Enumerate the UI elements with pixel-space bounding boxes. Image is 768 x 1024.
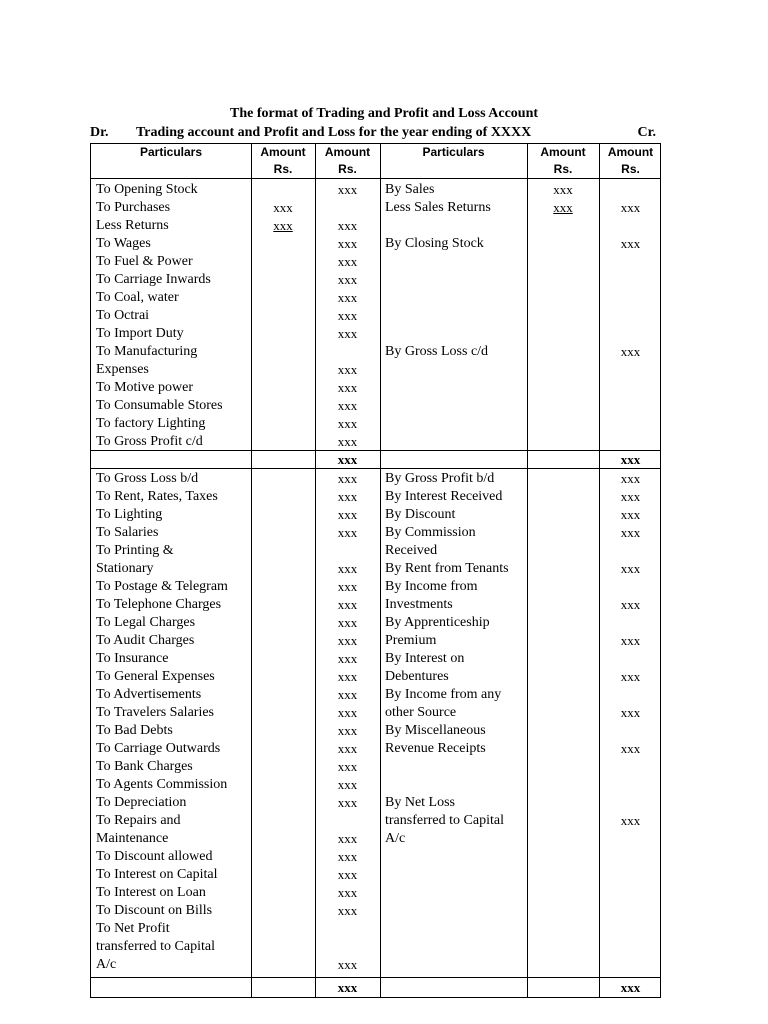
- header-particulars-right: Particulars: [422, 145, 485, 159]
- pl-debit-item: transferred to Capital: [96, 939, 215, 954]
- trading-credit-item: [385, 307, 532, 325]
- trading-credit-inner-amount: [527, 289, 599, 307]
- pl-debit-item: To Depreciation: [96, 795, 187, 810]
- trading-debit-item: To Carriage Inwards: [96, 272, 211, 287]
- trading-credit-amount: xxx: [620, 344, 641, 359]
- pl-credit-item: By Income from: [385, 579, 478, 594]
- pl-debit-amount: xxx: [337, 741, 358, 756]
- pl-credit-amount: [599, 956, 662, 974]
- trading-credit-amount: [599, 325, 662, 343]
- pl-debit-item: A/c: [96, 957, 117, 972]
- pl-credit-item: [385, 866, 532, 884]
- pl-debit-item: To Gross Loss b/d: [96, 471, 199, 486]
- pl-debit-item: To Advertisements: [96, 687, 202, 702]
- trading-credit-item: By Sales: [385, 182, 435, 197]
- document-title: The format of Trading and Profit and Loss Account: [229, 106, 539, 121]
- pl-credit-item: [385, 956, 532, 974]
- trading-credit-amount: [599, 271, 662, 289]
- pl-credit-item: [385, 884, 532, 902]
- trading-debit-amount: xxx: [337, 362, 358, 377]
- trading-debit-amount: [315, 199, 380, 217]
- pl-debit-amount: xxx: [337, 651, 358, 666]
- pl-debit-amount: xxx: [337, 579, 358, 594]
- trading-debit-inner-amounts: [251, 181, 315, 450]
- trading-debit-amount: xxx: [337, 236, 358, 251]
- trading-credit-inner-amount: [527, 253, 599, 271]
- trading-credit-inner-amount: [527, 325, 599, 343]
- pl-debit-amount: xxx: [337, 687, 358, 702]
- pl-credit-amount: xxx: [620, 507, 641, 522]
- trading-debit-item: To Wages: [96, 236, 151, 251]
- trading-debit-amount: xxx: [337, 398, 358, 413]
- pl-debit-amount: xxx: [337, 795, 358, 810]
- pl-debit-amounts: [315, 470, 380, 977]
- pl-credit-amount: [599, 902, 662, 920]
- pl-credit-item: By Rent from Tenants: [385, 561, 509, 576]
- pl-credit-amount: xxx: [620, 813, 641, 828]
- pl-credit-item: A/c: [385, 831, 406, 846]
- debit-marker: Dr.: [90, 125, 109, 140]
- pl-debit-amount: [315, 938, 380, 956]
- trading-debit-inner-amount: [251, 271, 315, 289]
- pl-debit-item: Maintenance: [96, 831, 169, 846]
- trading-credit-amount: [599, 379, 662, 397]
- trading-debit-amount: xxx: [337, 272, 358, 287]
- pl-credit-item: By Interest Received: [385, 489, 503, 504]
- pl-credit-amount: xxx: [620, 561, 641, 576]
- trading-total-row: [90, 451, 661, 469]
- trading-debit-inner-amount: [251, 343, 315, 361]
- trading-debit-item: To Opening Stock: [96, 182, 198, 197]
- pl-debit-item: To Repairs and: [96, 813, 181, 828]
- trading-debit-inner-amount: [251, 415, 315, 433]
- pl-debit-amount: xxx: [337, 471, 358, 486]
- trading-credit-amount: [599, 361, 662, 379]
- pl-credit-item: [385, 776, 532, 794]
- trading-credit-item: [385, 271, 532, 289]
- pl-debit-amount: xxx: [337, 831, 358, 846]
- pl-total-credit: xxx: [620, 980, 641, 995]
- trading-debit-item: Expenses: [96, 362, 149, 377]
- pl-debit-item: To Discount on Bills: [96, 903, 213, 918]
- trading-credit-item: [385, 361, 532, 379]
- pl-debit-amount: xxx: [337, 867, 358, 882]
- pl-debit-amount: xxx: [337, 669, 358, 684]
- trading-debit-item: To Fuel & Power: [96, 254, 193, 269]
- pl-credit-item: By Miscellaneous: [385, 723, 486, 738]
- pl-credit-item: By Interest on: [385, 651, 465, 666]
- header-amount-1: Amount Rs.: [260, 145, 306, 176]
- pl-credit-amount: xxx: [620, 741, 641, 756]
- trading-credit-item: By Gross Loss c/d: [385, 344, 489, 359]
- pl-credit-amount: xxx: [620, 597, 641, 612]
- pl-debit-item: To Legal Charges: [96, 615, 196, 630]
- trading-debit-inner-amount: [251, 379, 315, 397]
- trading-debit-amount: xxx: [337, 218, 358, 233]
- pl-credit-item: Premium: [385, 633, 437, 648]
- header-amount-3: Amount Rs.: [540, 145, 586, 176]
- trading-credit-amount: [599, 217, 662, 235]
- trading-debit-item: To Gross Profit c/d: [96, 434, 203, 449]
- pl-credit-amount: xxx: [620, 489, 641, 504]
- trading-debit-amount: xxx: [337, 308, 358, 323]
- pl-debit-amount: xxx: [337, 561, 358, 576]
- trading-debit-inner-amount: [251, 361, 315, 379]
- trading-debit-item: To Consumable Stores: [96, 398, 223, 413]
- pl-debit-amount: [315, 812, 380, 830]
- account-subtitle: Trading account and Profit and Loss for the year ending of XXXX: [136, 125, 532, 140]
- pl-credit-amount: [599, 938, 662, 956]
- trading-credit-inner-amount: xxx: [553, 182, 573, 197]
- pl-debit-item: Stationary: [96, 561, 154, 576]
- pl-credit-item: transferred to Capital: [385, 813, 504, 828]
- trading-debit-inner-amount: [251, 307, 315, 325]
- trading-debit-inner-amount: xxx: [273, 218, 293, 233]
- trading-credit-inner-amount: [527, 217, 599, 235]
- trading-debit-item: To Motive power: [96, 380, 194, 395]
- pl-credit-amount: [599, 578, 662, 596]
- credit-marker: Cr.: [637, 125, 656, 140]
- trading-credit-amount: [599, 181, 662, 199]
- trading-total-debit: xxx: [337, 452, 358, 467]
- pl-credit-item: Investments: [385, 597, 453, 612]
- trading-debit-inner-amount: [251, 325, 315, 343]
- pl-credit-particulars: [380, 470, 532, 977]
- pl-total-debit: xxx: [337, 980, 358, 995]
- pl-credit-item: [385, 902, 532, 920]
- trading-credit-item: [385, 289, 532, 307]
- pl-debit-amount: xxx: [337, 507, 358, 522]
- pl-credit-amount: [599, 650, 662, 668]
- trading-debit-amount: xxx: [337, 416, 358, 431]
- trading-account-section: [90, 179, 661, 451]
- trading-credit-amount: [599, 415, 662, 433]
- trading-credit-inner-amount: [527, 307, 599, 325]
- trading-debit-inner-amount: xxx: [273, 200, 293, 215]
- trading-debit-inner-amount: [251, 253, 315, 271]
- pl-debit-item: To Agents Commission: [96, 777, 228, 792]
- pl-debit-amount: [315, 542, 380, 560]
- pl-debit-amount: xxx: [337, 885, 358, 900]
- trading-credit-amount: [599, 397, 662, 415]
- trading-credit-inner-amount: [527, 433, 599, 451]
- pl-debit-item: To Insurance: [96, 651, 169, 666]
- trading-credit-item: [385, 325, 532, 343]
- pl-credit-item: By Net Loss: [385, 795, 455, 810]
- trading-credit-inner-amount: [527, 271, 599, 289]
- pl-debit-amount: [315, 920, 380, 938]
- pl-debit-amount: xxx: [337, 849, 358, 864]
- pl-credit-item: [385, 758, 532, 776]
- pl-credit-amount: [599, 758, 662, 776]
- trading-credit-amount: [599, 289, 662, 307]
- trading-credit-amount: [599, 433, 662, 451]
- pl-credit-amount: [599, 830, 662, 848]
- trading-credit-inner-amount: [527, 379, 599, 397]
- pl-credit-item: By Gross Profit b/d: [385, 471, 495, 486]
- pl-credit-item: Revenue Receipts: [385, 741, 486, 756]
- pl-credit-amount: [599, 686, 662, 704]
- trading-credit-item: By Closing Stock: [385, 236, 484, 251]
- trading-credit-inner-amounts: [527, 181, 599, 450]
- trading-debit-amount: xxx: [337, 434, 358, 449]
- pl-debit-item: To Bad Debts: [96, 723, 173, 738]
- trading-debit-inner-amount: [251, 397, 315, 415]
- trading-debit-inner-amount: [251, 289, 315, 307]
- pl-debit-amount: xxx: [337, 525, 358, 540]
- pl-debit-amount: xxx: [337, 723, 358, 738]
- pl-debit-item: To Interest on Capital: [96, 867, 218, 882]
- pl-credit-item: [385, 848, 532, 866]
- pl-debit-amount: xxx: [337, 633, 358, 648]
- trading-credit-item: Less Sales Returns: [385, 200, 491, 215]
- pl-debit-item: To Rent, Rates, Taxes: [96, 489, 218, 504]
- pl-debit-amount: xxx: [337, 957, 358, 972]
- pl-debit-item: To General Expenses: [96, 669, 215, 684]
- trading-debit-amounts: [315, 181, 380, 450]
- trading-debit-particulars: [91, 181, 256, 450]
- pl-debit-amount: xxx: [337, 615, 358, 630]
- trading-credit-amount: xxx: [620, 200, 641, 215]
- trading-credit-item: [385, 433, 532, 451]
- table-header-row: [90, 143, 661, 179]
- trading-credit-item: [385, 217, 532, 235]
- trading-debit-amount: xxx: [337, 326, 358, 341]
- pl-debit-item: To Travelers Salaries: [96, 705, 215, 720]
- pl-debit-amount: xxx: [337, 759, 358, 774]
- pl-credit-amount: xxx: [620, 705, 641, 720]
- profit-loss-section: [90, 469, 661, 978]
- account-table: [90, 143, 661, 998]
- pl-credit-amount: [599, 794, 662, 812]
- pl-credit-item: other Source: [385, 705, 457, 720]
- pl-credit-amount: [599, 776, 662, 794]
- pl-credit-amount: [599, 884, 662, 902]
- pl-credit-item: Debentures: [385, 669, 449, 684]
- header-particulars-left: Particulars: [139, 145, 203, 159]
- trading-debit-amount: xxx: [337, 182, 358, 197]
- pl-debit-item: To Audit Charges: [96, 633, 195, 648]
- pl-debit-particulars: [91, 470, 256, 977]
- trading-credit-item: [385, 415, 532, 433]
- pl-debit-amount: xxx: [337, 597, 358, 612]
- pl-debit-amount: xxx: [337, 777, 358, 792]
- trading-debit-inner-amount: [251, 433, 315, 451]
- trading-debit-item: To factory Lighting: [96, 416, 206, 431]
- pl-debit-item: To Interest on Loan: [96, 885, 206, 900]
- pl-debit-item: To Carriage Outwards: [96, 741, 221, 756]
- pl-credit-amount: [599, 542, 662, 560]
- trading-credit-inner-amount: [527, 343, 599, 361]
- pl-credit-amount: xxx: [620, 669, 641, 684]
- pl-credit-item: By Commission: [385, 525, 476, 540]
- pl-debit-item: To Printing &: [96, 543, 174, 558]
- trading-debit-amount: xxx: [337, 254, 358, 269]
- trading-credit-item: [385, 397, 532, 415]
- trading-credit-particulars: [380, 181, 532, 450]
- trading-credit-amounts: [599, 181, 662, 450]
- trading-credit-item: [385, 379, 532, 397]
- pl-debit-amount: xxx: [337, 705, 358, 720]
- trading-credit-amount: xxx: [620, 236, 641, 251]
- pl-credit-amount: [599, 848, 662, 866]
- pl-debit-amount: xxx: [337, 903, 358, 918]
- pl-total-row: [90, 978, 661, 998]
- trading-credit-inner-amount: [527, 235, 599, 253]
- pl-debit-amount: xxx: [337, 489, 358, 504]
- trading-debit-item: To Import Duty: [96, 326, 184, 341]
- trading-debit-amount: xxx: [337, 290, 358, 305]
- header-amount-2: Amount Rs.: [324, 145, 371, 176]
- trading-debit-item: To Purchases: [96, 200, 171, 215]
- trading-credit-inner-amount: xxx: [553, 200, 573, 215]
- trading-credit-inner-amount: [527, 397, 599, 415]
- pl-credit-amount: [599, 614, 662, 632]
- pl-credit-amount: xxx: [620, 525, 641, 540]
- trading-debit-amount: [315, 343, 380, 361]
- pl-credit-item: By Apprenticeship: [385, 615, 490, 630]
- pl-credit-amount: [599, 722, 662, 740]
- trading-credit-item: [385, 253, 532, 271]
- pl-credit-amount: [599, 920, 662, 938]
- trading-debit-item: To Octrai: [96, 308, 150, 323]
- trading-debit-amount: xxx: [337, 380, 358, 395]
- pl-debit-item: To Postage & Telegram: [96, 579, 228, 594]
- header-amount-4: Amount Rs.: [607, 145, 654, 176]
- pl-credit-item: [385, 938, 532, 956]
- trading-credit-amount: [599, 253, 662, 271]
- trading-debit-inner-amount: [251, 235, 315, 253]
- pl-debit-item: To Bank Charges: [96, 759, 193, 774]
- pl-credit-item: By Income from any: [385, 687, 502, 702]
- trading-credit-inner-amount: [527, 361, 599, 379]
- pl-debit-item: To Net Profit: [96, 921, 170, 936]
- trading-credit-amount: [599, 307, 662, 325]
- pl-debit-item: To Salaries: [96, 525, 159, 540]
- pl-credit-item: By Discount: [385, 507, 456, 522]
- pl-credit-item: Received: [385, 543, 438, 558]
- pl-credit-amount: xxx: [620, 633, 641, 648]
- trading-debit-item: Less Returns: [96, 218, 169, 233]
- trading-debit-item: To Manufacturing: [96, 344, 198, 359]
- pl-credit-item: [385, 920, 532, 938]
- pl-credit-amount: [599, 866, 662, 884]
- trading-debit-inner-amount: [251, 181, 315, 199]
- pl-debit-item: To Lighting: [96, 507, 163, 522]
- pl-debit-item: To Telephone Charges: [96, 597, 222, 612]
- trading-total-credit: xxx: [620, 452, 641, 467]
- pl-credit-amount: xxx: [620, 471, 641, 486]
- pl-credit-amounts: [599, 470, 662, 977]
- trading-debit-item: To Coal, water: [96, 290, 179, 305]
- trading-credit-inner-amount: [527, 415, 599, 433]
- pl-debit-item: To Discount allowed: [96, 849, 213, 864]
